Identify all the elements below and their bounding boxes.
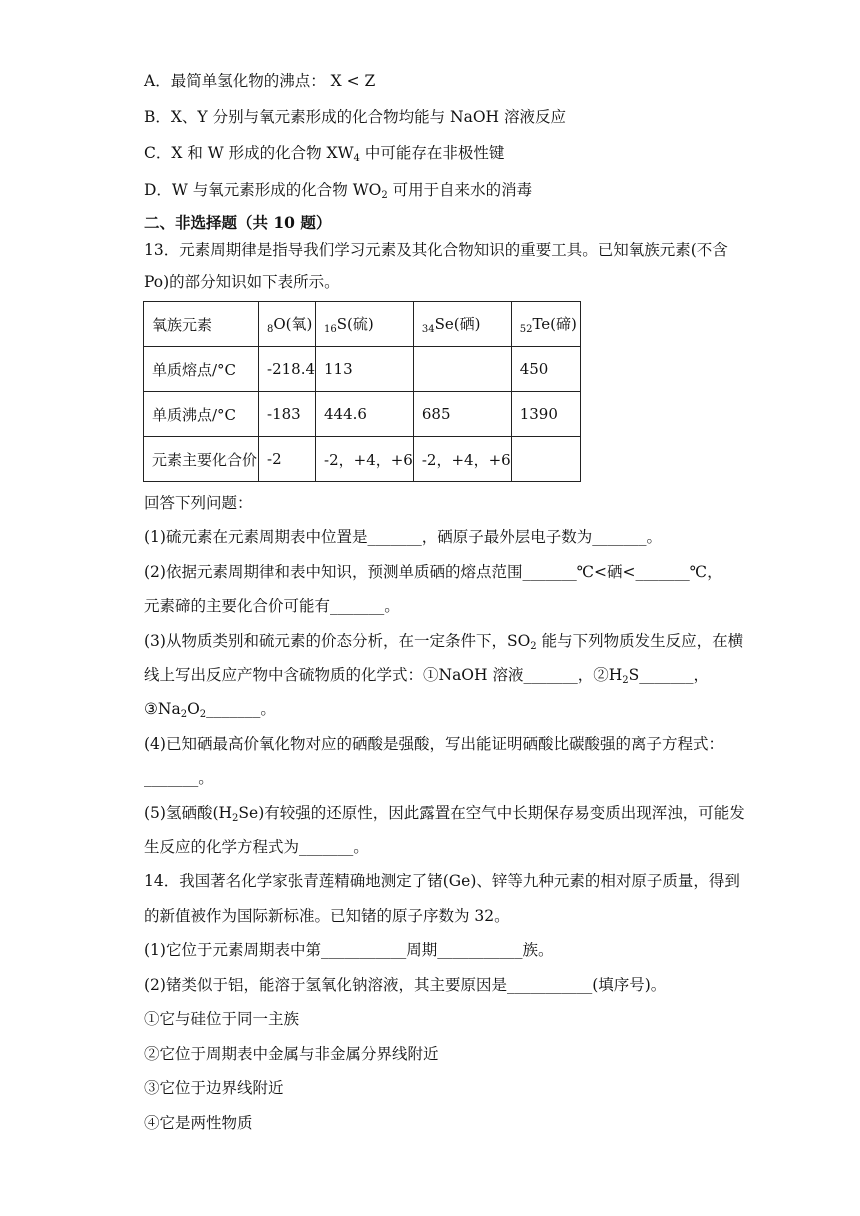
q13-part5-line1 <box>144 803 745 829</box>
cell-s: 444.6 <box>316 392 414 437</box>
q13-part3-text: 线上写出反应产物中含硫物质的化学式：①NaOH 溶液_______，②H <box>144 666 623 684</box>
cell-s: -2，+4，+6 <box>316 437 414 482</box>
option-d-text-end: 可用于自来水的消毒 <box>387 181 533 199</box>
q13-part3-line2 <box>144 665 709 691</box>
atomic-number: 52 <box>519 324 533 335</box>
cell-te: 450 <box>511 347 580 392</box>
table-header-o <box>259 302 316 347</box>
q13-part4-line1: (4)已知硒最高价氧化物对应的硒酸是强酸，写出能证明硒酸比碳酸强的离子方程式： <box>144 735 724 753</box>
subscript: 2 <box>199 709 207 720</box>
atomic-number: 8 <box>267 324 274 335</box>
cell-o: -218.4 <box>259 347 316 392</box>
q13-part2-line1: (2)依据元素周期律和表中知识，预测单质硒的熔点范围_______℃<硒<_______℃， <box>144 563 723 581</box>
q13-part3-text-end: _______。 <box>206 700 276 718</box>
q13-part3-line1 <box>144 631 743 657</box>
row-label: 元素主要化合价 <box>144 437 259 482</box>
section-title: 二、非选择题（共 10 题） <box>144 213 332 232</box>
q13-part3-text: (3)从物质类别和硫元素的价态分析，在一定条件下，SO <box>144 632 531 650</box>
q13-part3-line3 <box>144 699 276 725</box>
cell-se: -2，+4，+6 <box>413 437 511 482</box>
q13-part5-text-end: Se)有较强的还原性，因此露置在空气中长期保存易变质出现浑浊，可能发 <box>238 804 745 822</box>
option-d <box>144 180 532 206</box>
q13-part3-text: O <box>187 700 200 718</box>
atomic-number: 34 <box>421 324 435 335</box>
q14-option-1: ①它与硅位于同一主族 <box>144 1010 300 1028</box>
cell-se: 685 <box>413 392 511 437</box>
q13-part2-line2: 元素碲的主要化合价可能有_______。 <box>144 597 400 615</box>
q13-intro-line2: Po)的部分知识如下表所示。 <box>144 273 340 291</box>
q13-part4-line2: _______。 <box>144 769 214 787</box>
table-header-te <box>511 302 580 347</box>
q13-part5-text: (5)氢硒酸(H <box>144 804 233 822</box>
q14-intro-line1: 14．我国著名化学家张青莲精确地测定了锗(Ge)、锌等九种元素的相对原子质量，得到 <box>144 872 740 890</box>
table-row <box>144 437 581 482</box>
cell-s: 113 <box>316 347 414 392</box>
subscript: 2 <box>530 641 537 652</box>
cell-se <box>413 347 511 392</box>
q14-option-4: ④它是两性物质 <box>144 1114 253 1132</box>
element-name: O(氧) <box>273 315 313 333</box>
table-row <box>144 347 581 392</box>
atomic-number: 16 <box>324 324 337 335</box>
option-d-text: D．W 与氧元素形成的化合物 WO <box>144 181 382 199</box>
q13-part1: (1)硫元素在元素周期表中位置是_______，硒原子最外层电子数为_______。 <box>144 528 662 546</box>
table-row <box>144 392 581 437</box>
q14-option-2: ②它位于周期表中金属与非金属分界线附近 <box>144 1045 439 1063</box>
cell-o: -2 <box>259 437 316 482</box>
q13-part3-text: ③Na <box>144 700 181 718</box>
subscript: 2 <box>180 709 188 720</box>
row-label: 单质沸点/°C <box>144 392 259 437</box>
q13-intro-line1: 13．元素周期律是指导我们学习元素及其化合物知识的重要工具。已知氧族元素(不含 <box>144 241 728 259</box>
cell-te: 1390 <box>511 392 580 437</box>
q13-part3-text-end: S_______， <box>628 666 709 684</box>
q14-part2: (2)锗类似于铝，能溶于氢氧化钠溶液，其主要原因是___________(填序号)。 <box>144 976 667 994</box>
q13-answer-prompt: 回答下列问题： <box>144 494 253 512</box>
table-header-label: 氧族元素 <box>144 302 259 347</box>
row-label: 单质熔点/°C <box>144 347 259 392</box>
option-c-text-end: 中可能存在非极性键 <box>359 144 505 162</box>
option-a: A．最简单氢化物的沸点： X < Z <box>144 72 376 90</box>
option-c <box>144 143 504 169</box>
q13-part3-text-end: 能与下列物质发生反应，在横 <box>536 632 744 650</box>
q13-part5-line2: 生反应的化学方程式为_______。 <box>144 838 369 856</box>
element-name: Te(碲) <box>532 315 577 333</box>
q14-option-3: ③它位于边界线附近 <box>144 1079 284 1097</box>
oxygen-family-table <box>143 301 581 482</box>
option-c-text: C．X 和 W 形成的化合物 XW <box>144 144 354 162</box>
cell-te <box>511 437 580 482</box>
cell-o: -183 <box>259 392 316 437</box>
q14-part1: (1)它位于元素周期表中第___________周期___________族。 <box>144 941 554 959</box>
q14-intro-line2: 的新值被作为国际新标准。已知锗的原子序数为 32。 <box>144 907 510 925</box>
table-header-row <box>144 302 581 347</box>
subscript: 2 <box>232 813 239 824</box>
option-b: B．X、Y 分别与氧元素形成的化合物均能与 NaOH 溶液反应 <box>144 108 566 126</box>
element-name: S(硫) <box>336 315 374 333</box>
table-header-se <box>413 302 511 347</box>
table-header-s <box>316 302 414 347</box>
option-c-subscript: 4 <box>353 153 360 164</box>
subscript: 2 <box>622 675 629 686</box>
element-name: Se(硒) <box>434 315 481 333</box>
option-d-subscript: 2 <box>381 190 388 201</box>
